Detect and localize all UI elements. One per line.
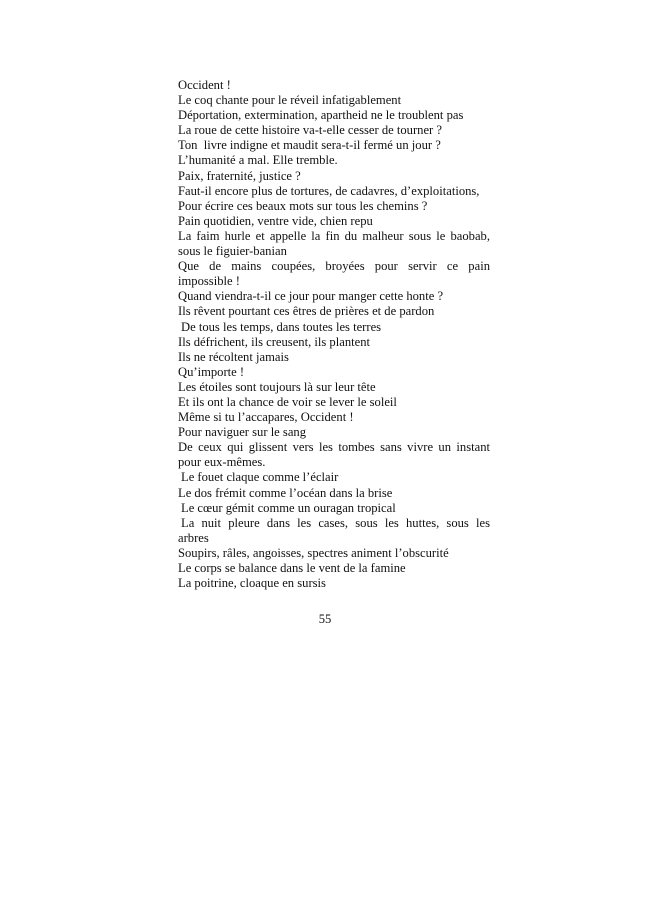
poem-line: Le dos frémit comme l’océan dans la brise [178, 485, 393, 500]
poem-line: Déportation, extermination, apartheid ne le troublent pas [178, 108, 464, 123]
poem-line: De ceux qui glissent vers les tombes sans vivre un instant [178, 440, 490, 455]
poem-line: La nuit pleure dans les cases, sous les huttes, sous les [181, 515, 490, 530]
poem-line: arbres [178, 530, 209, 545]
poem-line: Que de mains coupées, broyées pour servir ce pain [178, 259, 490, 274]
poem-line: Qu’importe ! [178, 364, 245, 379]
poem-line: La faim hurle et appelle la fin du malheur sous le baobab, [178, 228, 490, 243]
poem-line: Les étoiles sont toujours là sur leur tête [178, 379, 376, 394]
poem-line: Pour écrire ces beaux mots sur tous les chemins ? [178, 198, 428, 213]
poem-line: Ils défrichent, ils creusent, ils plantent [178, 334, 370, 349]
poem-line: Ils ne récoltent jamais [178, 349, 289, 364]
poem-line: L’humanité a mal. Elle tremble. [178, 153, 338, 168]
poem-line: La roue de cette histoire va-t-elle cesser de tourner ? [178, 123, 442, 138]
poem-line: sous le figuier-banian [178, 244, 287, 259]
poem-line: La poitrine, cloaque en sursis [178, 576, 326, 591]
poem-line: Pour naviguer sur le sang [178, 425, 307, 440]
poem-line: De tous les temps, dans toutes les terres [181, 319, 382, 334]
poem-line: Le corps se balance dans le vent de la famine [178, 561, 406, 575]
poem-line: impossible ! [178, 274, 240, 289]
poem-line: Ton livre indigne et maudit sera-t-il fermé un jour ? [178, 138, 441, 153]
poem-line: Le fouet claque comme l’éclair [181, 470, 339, 485]
poem-line: Occident ! [178, 78, 231, 92]
poem-line: Le coq chante pour le réveil infatigablement [178, 93, 402, 108]
poem-line: Le cœur gémit comme un ouragan tropical [181, 500, 396, 515]
poem-line: Même si tu l’accapares, Occident ! [178, 410, 354, 425]
poem-line: Soupirs, râles, angoisses, spectres animent l’obscurité [178, 545, 449, 560]
poem-line: pour eux-mêmes. [178, 455, 266, 470]
poem-line: Paix, fraternité, justice ? [178, 168, 301, 183]
poem-line: Quand viendra-t-il ce jour pour manger cette honte ? [178, 289, 444, 304]
poem-line: Et ils ont la chance de voir se lever le soleil [178, 394, 397, 409]
poem-line: Pain quotidien, ventre vide, chien repu [178, 213, 373, 228]
page-number: 55 [318, 612, 332, 626]
poem-line: Ils rêvent pourtant ces êtres de prières et de pardon [178, 304, 435, 319]
poem-text [178, 78, 490, 591]
poem-line: Faut-il encore plus de tortures, de cadavres, d’exploitations, [178, 183, 480, 198]
